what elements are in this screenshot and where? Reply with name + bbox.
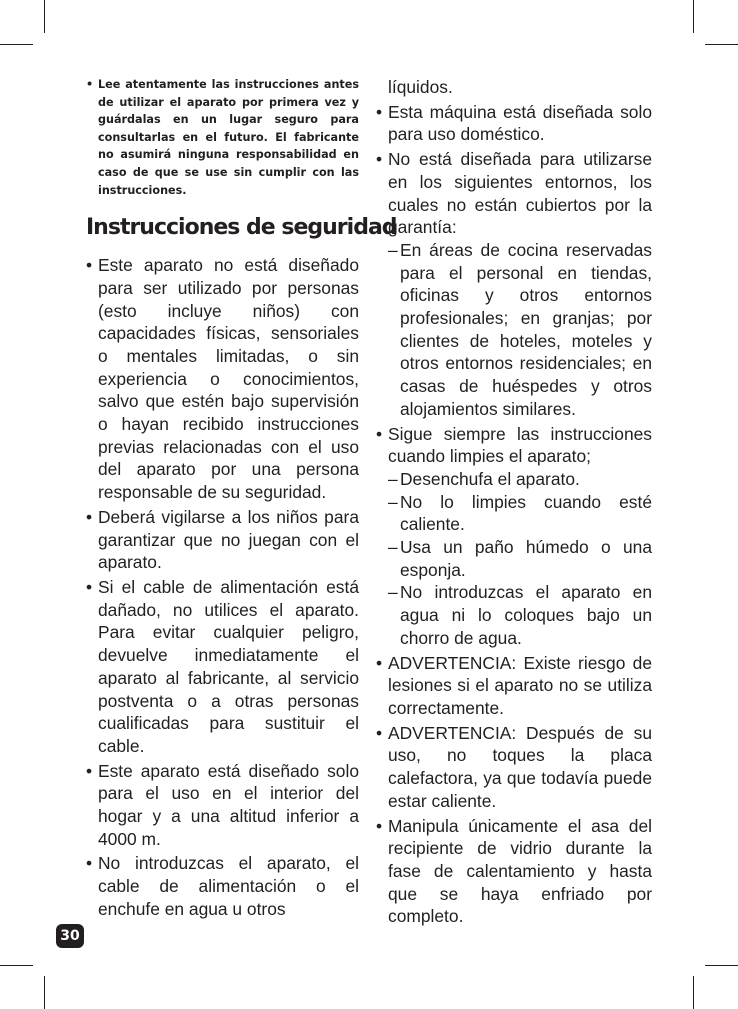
safety-item-text: Sigue siempre las instrucciones cuando limpies el aparato;	[388, 423, 652, 467]
environment-list	[388, 239, 652, 421]
safety-list-left	[86, 254, 359, 920]
cleaning-step: – Usa un paño húmedo o una esponja.	[388, 536, 652, 581]
safety-item	[376, 148, 652, 420]
environment-item: – En áreas de cocina reservadas para el personal en tiendas, oficinas y otros entornos profesionales; en granjas; por clientes de hoteles, moteles y otros entornos residenciales; en casas de huéspedes y otros alojamientos similares.	[388, 239, 652, 421]
crop-mark	[0, 965, 33, 966]
crop-mark	[44, 0, 45, 33]
right-column	[376, 76, 652, 930]
safety-item	[376, 423, 652, 650]
safety-item-text: No está diseñada para utilizarse en los siguientes entornos, los cuales no están cubiertos por la garantía:	[388, 149, 652, 238]
page-number: 30	[56, 924, 84, 948]
intro-list	[86, 76, 359, 199]
safety-item: • Este aparato está diseñado solo para el uso en el interior del hogar y a una altitud inferior a 4000 m.	[86, 760, 359, 851]
safety-item: • No introduzcas el aparato, el cable de alimentación o el enchufe en agua u otros	[86, 852, 359, 920]
crop-mark	[693, 0, 694, 33]
crop-mark	[0, 44, 33, 45]
crop-mark	[705, 965, 738, 966]
safety-item-continuation: líquidos.	[388, 77, 453, 97]
crop-mark	[705, 44, 738, 45]
cleaning-step: – Desenchufa el aparato.	[388, 468, 652, 491]
cleaning-step: – No introduzcas el aparato en agua ni lo coloques bajo un chorro de agua.	[388, 581, 652, 649]
intro-item: • Lee atentamente las instrucciones antes de utilizar el aparato por primera vez y guárdalas en un lugar seguro para consultarlas en el futuro. El fabricante no asumirá ninguna responsabilidad en caso de que se use sin cumplir con las instrucciones.	[86, 76, 359, 199]
safety-list-right	[376, 76, 652, 928]
safety-item: • Si el cable de alimentación está dañado, no utilices el aparato. Para evitar cualquier peligro, devuelve inmediatamente el aparato al fabricante, al servicio postventa o a otras personas cualificadas para sustituir el cable.	[86, 576, 359, 758]
warning-item: • ADVERTENCIA: Después de su uso, no toques la placa calefactora, ya que todavía puede estar caliente.	[376, 722, 652, 813]
safety-item: • Este aparato no está diseñado para ser utilizado por personas (esto incluye niños) con capacidades físicas, sensoriales o mentales limitadas, o sin experiencia o conocimientos, salvo que estén bajo supervisión o hayan recibido instrucciones previas relacionadas con el uso del aparato por una persona responsable de su seguridad.	[86, 254, 359, 504]
cleaning-steps	[388, 468, 652, 650]
section-title: Instrucciones de seguridad	[86, 215, 397, 241]
crop-mark	[44, 976, 45, 1009]
left-column	[86, 76, 397, 923]
crop-mark	[693, 976, 694, 1009]
warning-item: • Manipula únicamente el asa del recipiente de vidrio durante la fase de calentamiento y hasta que se haya enfriado por completo.	[376, 815, 652, 929]
cleaning-step: – No lo limpies cuando esté caliente.	[388, 491, 652, 536]
warning-item: • ADVERTENCIA: Existe riesgo de lesiones si el aparato no se utiliza correctamente.	[376, 652, 652, 720]
safety-item: • Esta máquina está diseñada solo para uso doméstico.	[376, 101, 652, 146]
safety-item: • Deberá vigilarse a los niños para garantizar que no juegan con el aparato.	[86, 506, 359, 574]
